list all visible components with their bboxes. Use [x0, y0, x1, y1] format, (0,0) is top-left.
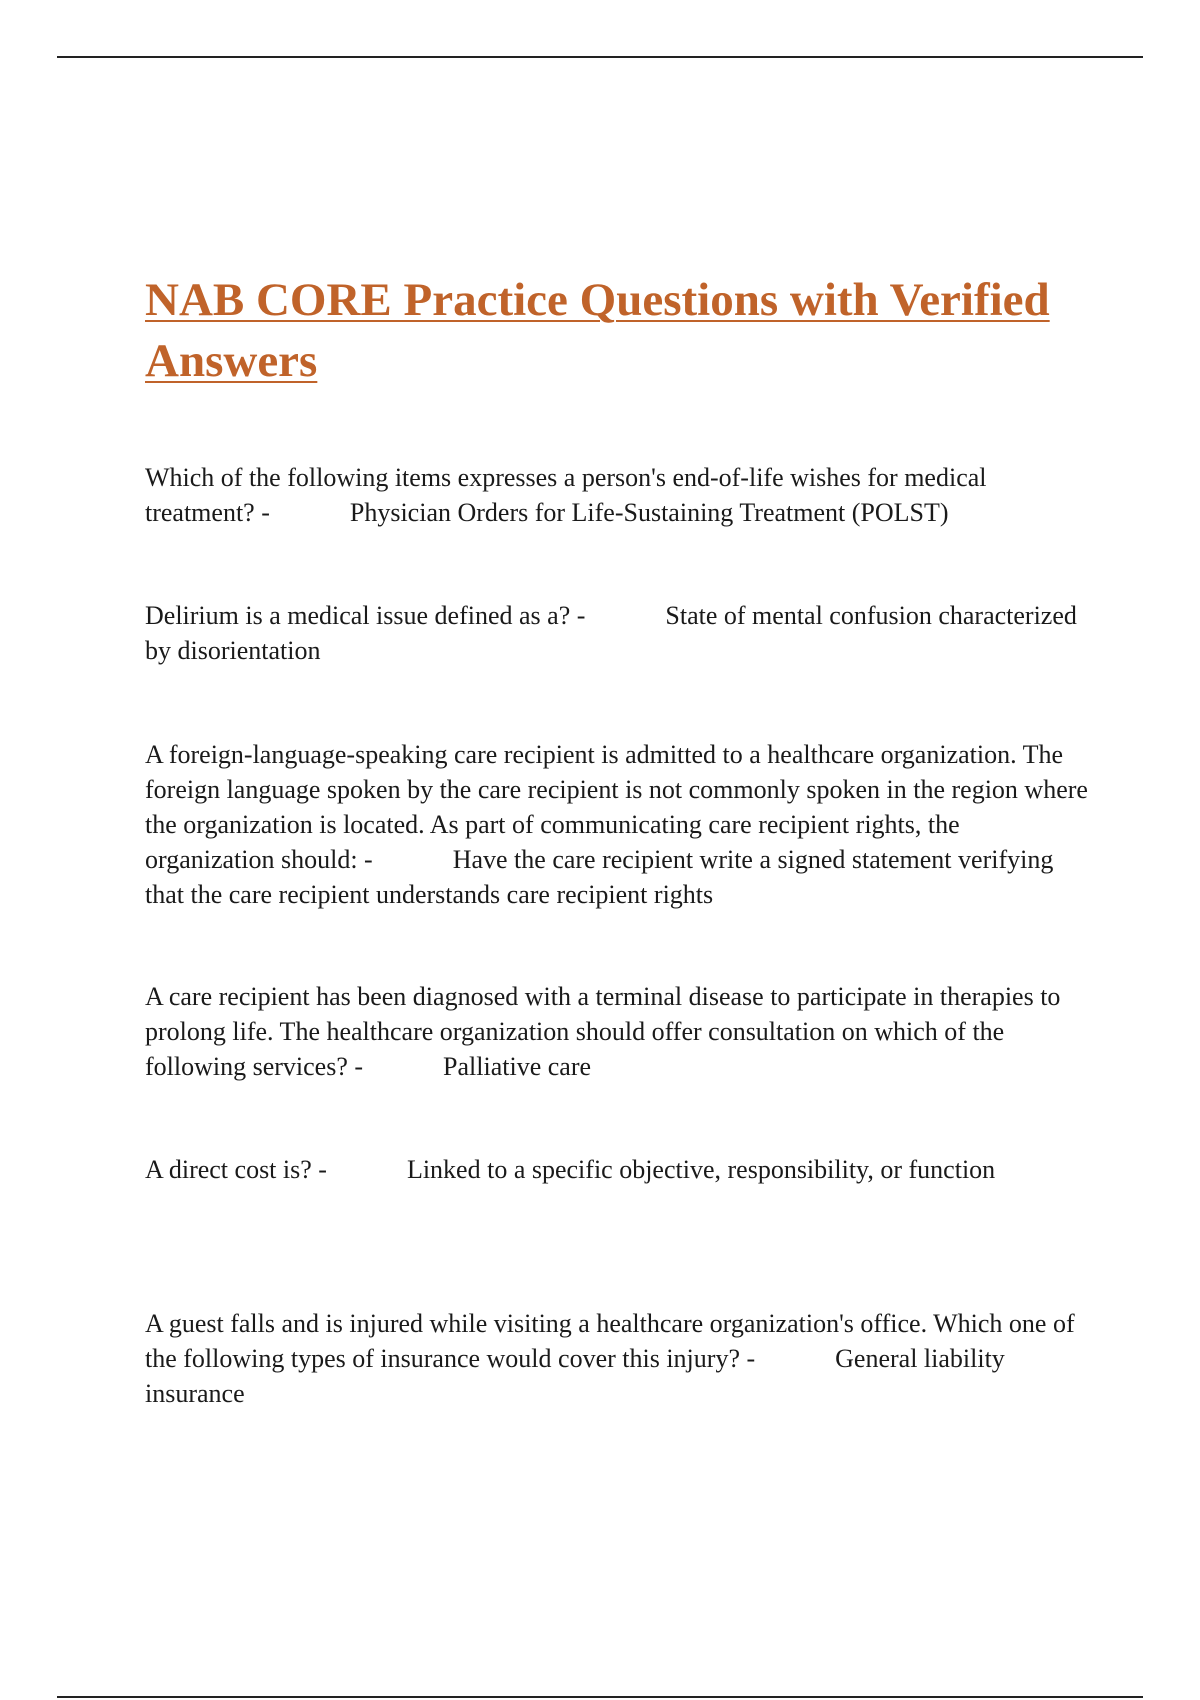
question-text: Delirium is a medical issue defined as a? -	[145, 601, 586, 630]
answer-text: Have the care recipient write a signed statement verifying that the care recipient understands care recipient rights	[145, 845, 1054, 909]
qa-item	[145, 1306, 1090, 1411]
question-text: Which of the following items expresses a person's end-of-life wishes for medical treatment? -	[145, 463, 987, 527]
answer-text: Physician Orders for Life-Sustaining Treatment (POLST)	[349, 498, 949, 527]
question-text: A guest falls and is injured while visiting a healthcare organization's office. Which one of the following types of insurance would cover this injury? -	[145, 1309, 1075, 1373]
answer-text: State of mental confusion characterized by disorientation	[145, 601, 1077, 665]
qa-item	[145, 1152, 1090, 1187]
answer-text: General liability insurance	[145, 1344, 1005, 1408]
qa-item	[145, 979, 1090, 1084]
answer-text: Linked to a specific objective, responsibility, or function	[406, 1155, 996, 1184]
qa-item	[145, 737, 1090, 912]
question-text: A care recipient has been diagnosed with a terminal disease to participate in therapies to prolong life. The healthcare organization should offer consultation on which of the following services? -	[145, 982, 1061, 1081]
answer-text: Palliative care	[443, 1052, 592, 1081]
qa-item	[145, 598, 1090, 668]
bottom-rule	[57, 1696, 1143, 1698]
top-rule	[57, 56, 1143, 58]
question-text: A foreign-language-speaking care recipient is admitted to a healthcare organization. The foreign language spoken by the care recipient is not commonly spoken in the region where the organization is located. As part of communicating care recipient rights, the organization should: -	[145, 740, 1088, 874]
document-title: NAB CORE Practice Questions with Verified Answers	[145, 274, 1050, 387]
question-text: A direct cost is? -	[145, 1155, 327, 1184]
qa-item	[145, 460, 1090, 530]
